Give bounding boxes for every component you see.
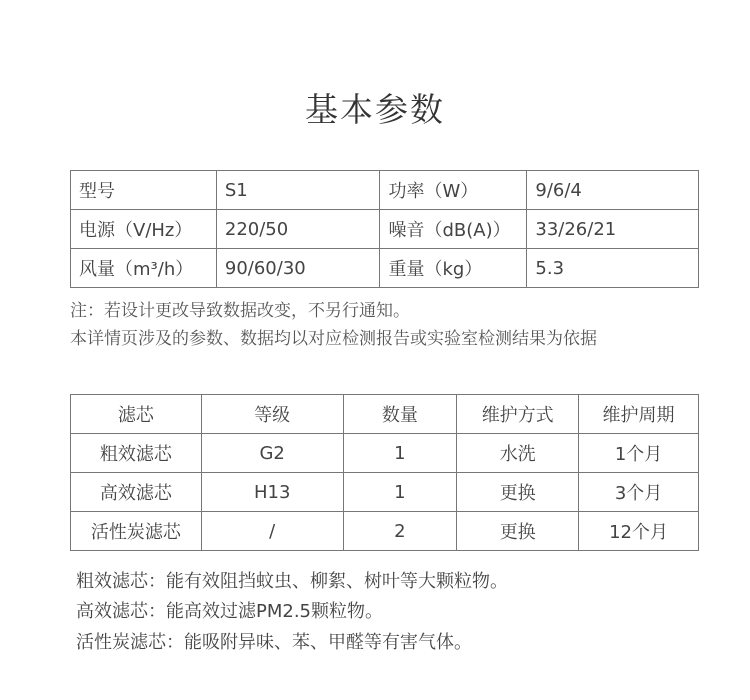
param-label-voltage: 电源（V/Hz）	[71, 210, 217, 249]
basis-note: 本详情页涉及的参数、数据均以对应检测报告或实验室检测结果为依据	[70, 329, 597, 349]
disclaimer-note: 注：若设计更改导致数据改变，不另行通知。	[70, 301, 410, 321]
basic-params-table	[70, 170, 699, 288]
param-value-power: 9/6/4	[527, 171, 699, 210]
table-row	[71, 434, 699, 473]
coarse-filter-description: 粗效滤芯：能有效阻挡蚊虫、柳絮、树叶等大颗粒物。	[76, 571, 508, 592]
filter-cycle: 1个月	[579, 434, 699, 473]
table-row	[71, 473, 699, 512]
param-value-airflow: 90/60/30	[216, 249, 380, 288]
hepa-filter-description: 高效滤芯：能高效过滤PM2.5颗粒物。	[76, 601, 384, 622]
filter-quantity: 1	[343, 473, 457, 512]
column-header-filter: 滤芯	[71, 395, 202, 434]
filter-grade: H13	[201, 473, 343, 512]
filter-grade: G2	[201, 434, 343, 473]
carbon-filter-description: 活性炭滤芯：能吸附异味、苯、甲醛等有害气体。	[76, 632, 472, 653]
filter-quantity: 2	[343, 512, 457, 551]
table-row	[71, 512, 699, 551]
filter-table	[70, 394, 699, 551]
param-label-noise: 噪音（dB(A)）	[380, 210, 527, 249]
filter-cycle: 12个月	[579, 512, 699, 551]
param-label-model: 型号	[71, 171, 217, 210]
filter-maintenance: 更换	[457, 473, 579, 512]
table-row	[71, 210, 699, 249]
column-header-maintenance: 维护方式	[457, 395, 579, 434]
filter-maintenance: 水洗	[457, 434, 579, 473]
filter-name: 活性炭滤芯	[71, 512, 202, 551]
param-label-weight: 重量（kg）	[380, 249, 527, 288]
table-row	[71, 249, 699, 288]
filter-name: 高效滤芯	[71, 473, 202, 512]
param-value-model: S1	[216, 171, 380, 210]
filter-grade: /	[201, 512, 343, 551]
filter-name: 粗效滤芯	[71, 434, 202, 473]
filter-quantity: 1	[343, 434, 457, 473]
param-label-power: 功率（W）	[380, 171, 527, 210]
param-value-weight: 5.3	[527, 249, 699, 288]
column-header-grade: 等级	[201, 395, 343, 434]
param-value-voltage: 220/50	[216, 210, 380, 249]
column-header-quantity: 数量	[343, 395, 457, 434]
table-row	[71, 171, 699, 210]
param-value-noise: 33/26/21	[527, 210, 699, 249]
filter-maintenance: 更换	[457, 512, 579, 551]
column-header-cycle: 维护周期	[579, 395, 699, 434]
filter-cycle: 3个月	[579, 473, 699, 512]
table-header-row	[71, 395, 699, 434]
param-label-airflow: 风量（m³/h）	[71, 249, 217, 288]
page-title: 基本参数	[305, 90, 445, 129]
